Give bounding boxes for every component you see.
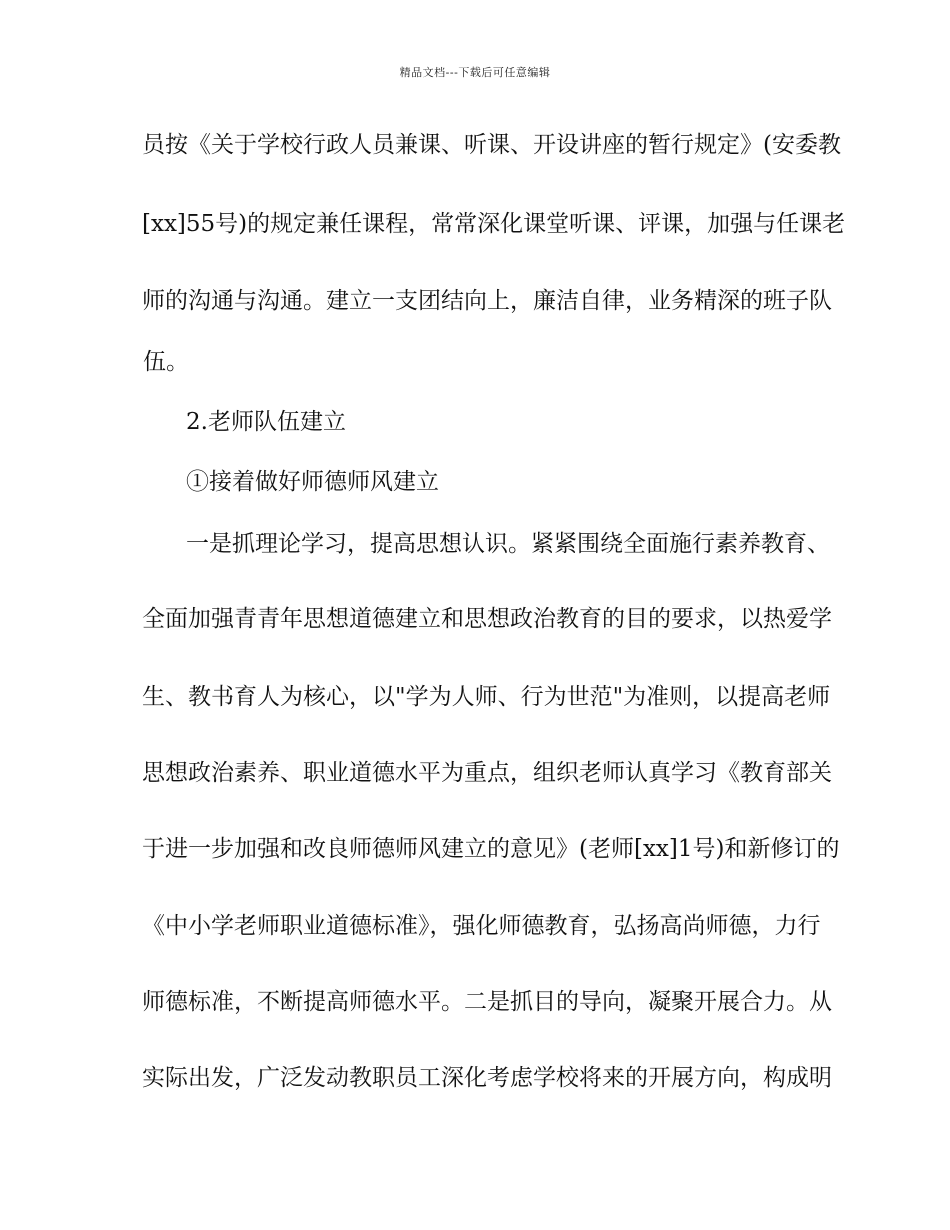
body-text-line: [xx]55号)的规定兼任课程，常常深化课堂听课、评课，加强与任课老 (142, 211, 846, 237)
section-heading: 2.老师队伍建立 (186, 409, 346, 435)
body-text-line: 实际出发，广泛发动教职员工深化考虑学校将来的开展方向，构成明 (142, 1065, 832, 1091)
body-text-line: 师的沟通与沟通。建立一支团结向上，廉洁自律，业务精深的班子队 (142, 288, 832, 314)
body-text-line: 思想政治素养、职业道德水平为重点，组织老师认真学习《教育部关 (142, 760, 832, 786)
body-text-line: 伍。 (143, 349, 189, 375)
body-text-line: 一是抓理论学习，提高思想认识。紧紧围绕全面施行素养教育、 (186, 531, 830, 557)
body-text-line: 师德标准，不断提高师德水平。二是抓目的导向，凝聚开展合力。从 (142, 989, 832, 1015)
page-header: 精品文档---下载后可任意编辑 (399, 66, 551, 79)
body-text-line: 员按《关于学校行政人员兼课、听课、开设讲座的暂行规定》(安委教 (142, 132, 841, 158)
body-text-line: 《中小学老师职业道德标准》，强化师德教育，弘扬高尚师德，力行 (142, 913, 821, 939)
body-text-line: 生、教书育人为核心，以"学为人师、行为世范"为准则，以提高老师 (142, 684, 831, 710)
body-text-line: 于进一步加强和改良师德师风建立的意见》(老师[xx]1号)和新修订的 (142, 836, 840, 862)
body-text-line: 全面加强青青年思想道德建立和思想政治教育的目的要求，以热爱学 (142, 606, 832, 632)
subsection-heading: ①接着做好师德师风建立 (186, 469, 439, 495)
